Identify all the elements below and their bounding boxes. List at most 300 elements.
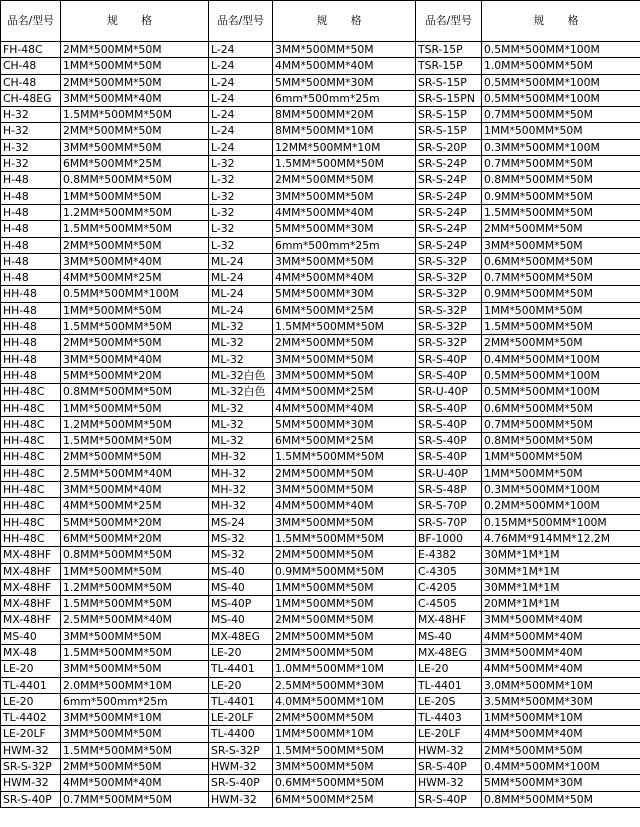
table-row [1,710,640,726]
model-cell: SR-S-40P [416,759,482,775]
model-cell: HH-48C [1,465,61,481]
spec-cell: 0.15MM*500MM*100M [482,514,640,530]
spec-cell: 2MM*500MM*50M [61,449,209,465]
spec-cell: 5MM*500MM*30M [273,221,416,237]
model-cell: SR-S-32P [209,742,273,758]
model-cell: SR-S-15P [416,74,482,90]
spec-cell: 1.5MM*500MM*50M [273,530,416,546]
table-row [1,270,640,286]
spec-cell: 2MM*500MM*50M [482,742,640,758]
spec-cell: 4MM*500MM*40M [273,498,416,514]
spec-cell: 0.7MM*500MM*50M [482,416,640,432]
spec-cell: 4MM*500MM*40M [273,400,416,416]
model-cell: HH-48C [1,530,61,546]
table-row [1,416,640,432]
model-cell: ML-32 [209,351,273,367]
model-cell: SR-S-40P [416,416,482,432]
spec-cell: 8MM*500MM*10M [273,123,416,139]
model-cell: HH-48 [1,319,61,335]
table-row [1,742,640,758]
model-cell: MS-40 [1,628,61,644]
table-header [1,1,640,42]
spec-cell: 0.6MM*500MM*50M [273,775,416,791]
spec-cell: 1.5MM*500MM*50M [61,319,209,335]
model-cell: HWM-32 [209,759,273,775]
table-row [1,42,640,58]
model-cell: SR-S-40P [416,449,482,465]
table-row [1,319,640,335]
model-cell: FH-48C [1,42,61,58]
model-cell: HH-48 [1,335,61,351]
model-cell: C-4305 [416,563,482,579]
table-row [1,74,640,90]
model-cell: SR-S-32P [416,286,482,302]
model-cell: L-32 [209,221,273,237]
model-cell: HH-48C [1,384,61,400]
model-cell: HH-48C [1,498,61,514]
spec-cell: 6mm*500mm*25m [273,237,416,253]
model-cell: ML-32 [209,416,273,432]
table-row [1,693,640,709]
header-spec-1: 规 格 [61,1,209,42]
spec-cell: 3MM*500MM*50M [273,759,416,775]
spec-cell: 3MM*500MM*40M [482,644,640,660]
spec-cell: 1.5MM*500MM*50M [61,107,209,123]
model-cell: MX-48HF [1,579,61,595]
model-cell: MX-48HF [416,612,482,628]
model-cell: SR-S-40P [209,775,273,791]
model-cell: L-32 [209,172,273,188]
model-cell: CH-48 [1,58,61,74]
spec-cell: 3MM*500MM*50M [61,726,209,742]
model-cell: SR-S-70P [416,514,482,530]
spec-cell: 2MM*500MM*50M [61,123,209,139]
spec-cell: 2MM*500MM*50M [61,42,209,58]
model-cell: SR-U-40P [416,465,482,481]
model-cell: SR-S-32P [416,270,482,286]
header-model-3: 品名/型号 [416,1,482,42]
model-cell: SR-S-40P [416,791,482,807]
model-cell: HH-48C [1,482,61,498]
spec-cell: 1.5MM*500MM*50M [273,319,416,335]
spec-cell: 1MM*500MM*50M [273,579,416,595]
spec-cell: 0.6MM*500MM*50M [482,400,640,416]
table-row [1,286,640,302]
model-cell: SR-S-40P [1,791,61,807]
spec-cell: 1.2MM*500MM*50M [61,579,209,595]
spec-cell: 2MM*500MM*50M [273,465,416,481]
table-row [1,563,640,579]
model-cell: H-32 [1,123,61,139]
table-row [1,726,640,742]
spec-cell: 1MM*500MM*50M [61,302,209,318]
model-cell: HH-48 [1,367,61,383]
model-cell: H-32 [1,107,61,123]
spec-cell: 1MM*500MM*50M [61,400,209,416]
spec-cell: 0.8MM*500MM*50M [482,172,640,188]
table-row [1,628,640,644]
model-cell: SR-S-48P [416,482,482,498]
spec-cell: 1.5MM*500MM*50M [61,221,209,237]
spec-cell: 1.5MM*500MM*50M [273,742,416,758]
model-cell: ML-24 [209,253,273,269]
model-cell: SR-S-70P [416,498,482,514]
model-cell: MX-48 [1,644,61,660]
model-cell: SR-S-32P [416,335,482,351]
spec-cell: 3MM*500MM*50M [273,351,416,367]
table-row [1,335,640,351]
model-cell: L-24 [209,139,273,155]
table-row [1,253,640,269]
model-cell: LE-20 [1,661,61,677]
model-cell: H-48 [1,221,61,237]
model-cell: H-48 [1,172,61,188]
spec-cell: 1.2MM*500MM*50M [61,416,209,432]
model-cell: SR-S-32P [416,253,482,269]
spec-cell: 1.0MM*500MM*50M [482,58,640,74]
table-row [1,107,640,123]
spec-cell: 1.2MM*500MM*50M [61,204,209,220]
model-cell: MS-40 [209,579,273,595]
table-row [1,677,640,693]
spec-cell: 0.5MM*500MM*100M [482,42,640,58]
model-cell: MX-48HF [1,547,61,563]
table-row [1,530,640,546]
spec-cell: 3.5MM*500MM*30M [482,693,640,709]
spec-cell: 4MM*500MM*25M [61,270,209,286]
spec-cell: 3MM*500MM*50M [61,628,209,644]
model-cell: SR-U-40P [416,384,482,400]
spec-cell: 3MM*500MM*50M [273,188,416,204]
spec-cell: 3MM*500MM*50M [273,42,416,58]
model-cell: TSR-15P [416,58,482,74]
spec-cell: 5MM*500MM*30M [273,74,416,90]
spec-cell: 0.6MM*500MM*50M [482,253,640,269]
model-cell: SR-S-32P [1,759,61,775]
spec-cell: 0.7MM*500MM*50M [482,156,640,172]
model-cell: MX-48EG [209,628,273,644]
model-cell: MH-32 [209,482,273,498]
spec-cell: 0.4MM*500MM*100M [482,351,640,367]
model-cell: SR-S-15P [416,123,482,139]
table-row [1,123,640,139]
spec-cell: 0.3MM*500MM*100M [482,139,640,155]
model-cell: SR-S-40P [416,400,482,416]
model-cell: SR-S-20P [416,139,482,155]
spec-cell: 5MM*500MM*30M [273,416,416,432]
model-cell: TL-4402 [1,710,61,726]
model-cell: L-24 [209,42,273,58]
spec-cell: 0.5MM*500MM*100M [482,74,640,90]
model-cell: L-32 [209,237,273,253]
spec-cell: 2MM*500MM*50M [482,335,640,351]
table-row [1,465,640,481]
spec-cell: 2MM*500MM*50M [273,644,416,660]
model-cell: MX-48EG [416,644,482,660]
spec-cell: 3MM*500MM*40M [61,482,209,498]
spec-cell: 0.8MM*500MM*50M [61,547,209,563]
model-cell: H-48 [1,204,61,220]
spec-cell: 0.5MM*500MM*100M [61,286,209,302]
spec-cell: 3MM*500MM*50M [61,661,209,677]
spec-cell: 4MM*500MM*40M [482,726,640,742]
header-row [1,1,640,42]
spec-cell: 6MM*500MM*20M [61,530,209,546]
spec-cell: 0.5MM*500MM*100M [482,384,640,400]
spec-cell: 2.5MM*500MM*30M [273,677,416,693]
model-cell: MH-32 [209,449,273,465]
model-cell: CH-48EG [1,90,61,106]
spec-cell: 1MM*500MM*10M [482,710,640,726]
model-cell: HWM-32 [416,775,482,791]
spec-cell: 1MM*500MM*50M [61,188,209,204]
spec-cell: 6mm*500mm*25m [273,90,416,106]
model-cell: TL-4401 [209,661,273,677]
header-model-1: 品名/型号 [1,1,61,42]
model-cell: H-48 [1,188,61,204]
table-row [1,221,640,237]
model-cell: L-24 [209,74,273,90]
spec-cell: 3MM*500MM*40M [482,612,640,628]
spec-cell: 1.5MM*500MM*50M [273,156,416,172]
spec-cell: 3.0MM*500MM*10M [482,677,640,693]
table-row [1,90,640,106]
model-cell: LE-20 [209,644,273,660]
table-row [1,759,640,775]
model-cell: MX-48HF [1,563,61,579]
model-cell: LE-20LF [416,726,482,742]
model-cell: MS-40P [209,596,273,612]
table-row [1,384,640,400]
model-cell: ML-24 [209,270,273,286]
spec-cell: 6MM*500MM*25M [61,156,209,172]
model-cell: LE-20 [209,677,273,693]
spec-cell: 5MM*500MM*30M [482,775,640,791]
spec-cell: 2MM*500MM*50M [273,710,416,726]
spec-cell: 5MM*500MM*20M [61,367,209,383]
spec-cell: 1MM*500MM*50M [482,449,640,465]
spec-cell: 3MM*500MM*50M [273,253,416,269]
table-row [1,139,640,155]
model-cell: MS-32 [209,547,273,563]
table-row [1,156,640,172]
model-cell: HH-48 [1,302,61,318]
spec-cell: 3MM*500MM*40M [61,351,209,367]
spec-cell: 2.5MM*500MM*40M [61,612,209,628]
table-row [1,482,640,498]
spec-cell: 3MM*500MM*10M [61,710,209,726]
spec-cell: 3MM*500MM*40M [61,90,209,106]
spec-cell: 4MM*500MM*40M [273,58,416,74]
spec-cell: 2MM*500MM*50M [61,759,209,775]
model-cell: HH-48C [1,400,61,416]
spec-cell: 2.5MM*500MM*40M [61,465,209,481]
table-row [1,791,640,807]
spec-cell: 1MM*500MM*50M [273,596,416,612]
spec-cell: 0.5MM*500MM*100M [482,367,640,383]
model-cell: MS-40 [209,612,273,628]
spec-cell: 0.8MM*500MM*50M [482,791,640,807]
table-row [1,498,640,514]
spec-cell: 4MM*500MM*40M [273,204,416,220]
model-cell: SR-S-15P [416,107,482,123]
spec-cell: 2MM*500MM*50M [273,172,416,188]
model-cell: MS-24 [209,514,273,530]
spec-cell: 3MM*500MM*40M [61,253,209,269]
spec-cell: 0.2MM*500MM*100M [482,498,640,514]
spec-cell: 0.9MM*500MM*50M [273,563,416,579]
model-cell: SR-S-15PN [416,90,482,106]
spec-cell: 2MM*500MM*50M [273,612,416,628]
model-cell: ML-32白色 [209,384,273,400]
model-cell: HH-48 [1,351,61,367]
model-cell: MS-40 [209,563,273,579]
model-cell: SR-S-32P [416,319,482,335]
model-cell: MX-48HF [1,596,61,612]
model-cell: SR-S-24P [416,188,482,204]
spec-cell: 2MM*500MM*50M [273,335,416,351]
model-cell: SR-S-24P [416,156,482,172]
spec-cell: 6MM*500MM*25M [273,302,416,318]
spec-cell: 6MM*500MM*25M [273,791,416,807]
model-cell: TL-4401 [209,693,273,709]
model-cell: L-32 [209,204,273,220]
spec-cell: 0.8MM*500MM*50M [61,384,209,400]
model-cell: E-4382 [416,547,482,563]
table-row [1,204,640,220]
spec-cell: 4.76MM*914MM*12.2M [482,530,640,546]
spec-cell: 0.8MM*500MM*50M [482,433,640,449]
spec-cell: 1.5MM*500MM*50M [61,742,209,758]
spec-cell: 4MM*500MM*40M [273,270,416,286]
model-cell: HWM-32 [209,791,273,807]
model-cell: LE-20 [416,661,482,677]
table-row [1,612,640,628]
model-cell: SR-S-40P [416,433,482,449]
model-cell: SR-S-24P [416,172,482,188]
model-cell: CH-48 [1,74,61,90]
spec-cell: 0.7MM*500MM*50M [482,270,640,286]
spec-cell: 3MM*500MM*50M [273,367,416,383]
model-cell: H-48 [1,237,61,253]
spec-cell: 1MM*500MM*50M [61,58,209,74]
model-cell: TL-4401 [1,677,61,693]
table-row [1,400,640,416]
table-row [1,514,640,530]
table-row [1,58,640,74]
model-cell: SR-S-24P [416,237,482,253]
model-cell: H-32 [1,139,61,155]
spec-cell: 8MM*500MM*20M [273,107,416,123]
table-row [1,351,640,367]
spec-cell: 2MM*500MM*50M [482,221,640,237]
spec-cell: 2MM*500MM*50M [61,74,209,90]
model-cell: C-4505 [416,596,482,612]
spec-cell: 0.5MM*500MM*100M [482,90,640,106]
spec-cell: 0.9MM*500MM*50M [482,286,640,302]
model-cell: TL-4403 [416,710,482,726]
spec-cell: 4.0MM*500MM*10M [273,693,416,709]
model-cell: TL-4400 [209,726,273,742]
spec-cell: 2MM*500MM*50M [61,237,209,253]
model-cell: ML-32 [209,335,273,351]
model-cell: ML-32白色 [209,367,273,383]
spec-cell: 1MM*500MM*50M [482,302,640,318]
spec-cell: 12MM*500MM*10M [273,139,416,155]
model-cell: LE-20LF [1,726,61,742]
spec-cell: 6mm*500mm*25m [61,693,209,709]
model-cell: TL-4401 [416,677,482,693]
table-row [1,367,640,383]
table-row [1,237,640,253]
spec-cell: 3MM*500MM*50M [61,139,209,155]
model-cell: H-32 [1,156,61,172]
model-cell: HH-48C [1,416,61,432]
model-cell: H-48 [1,270,61,286]
table-row [1,449,640,465]
spec-cell: 4MM*500MM*40M [482,628,640,644]
spec-cell: 5MM*500MM*20M [61,514,209,530]
spec-cell: 2MM*500MM*50M [61,335,209,351]
table-row [1,661,640,677]
model-cell: LE-20LF [209,710,273,726]
model-cell: HWM-32 [416,742,482,758]
spec-cell: 0.9MM*500MM*50M [482,188,640,204]
table-row [1,172,640,188]
spec-cell: 0.4MM*500MM*100M [482,759,640,775]
spec-cell: 1.5MM*500MM*50M [61,433,209,449]
model-cell: MS-40 [416,628,482,644]
table-body [1,42,640,808]
model-cell: SR-S-40P [416,367,482,383]
spec-cell: 0.3MM*500MM*100M [482,482,640,498]
model-cell: HWM-32 [1,775,61,791]
model-cell: MH-32 [209,465,273,481]
model-cell: ML-24 [209,302,273,318]
spec-cell: 2MM*500MM*50M [273,547,416,563]
spec-cell: 30MM*1M*1M [482,563,640,579]
model-cell: SR-S-32P [416,302,482,318]
model-cell: ML-32 [209,319,273,335]
spec-cell: 4MM*500MM*40M [482,661,640,677]
spec-cell: 0.7MM*500MM*50M [61,791,209,807]
spec-cell: 2MM*500MM*50M [273,628,416,644]
spec-cell: 30MM*1M*1M [482,579,640,595]
model-cell: HH-48C [1,514,61,530]
header-spec-3: 规 格 [482,1,640,42]
spec-cell: 2.0MM*500MM*10M [61,677,209,693]
spec-cell: 1.5MM*500MM*50M [61,644,209,660]
spec-cell: 1MM*500MM*10M [273,726,416,742]
spec-cell: 6MM*500MM*25M [273,433,416,449]
header-model-2: 品名/型号 [209,1,273,42]
spec-cell: 3MM*500MM*50M [273,514,416,530]
model-cell: HH-48C [1,433,61,449]
spec-cell: 1.0MM*500MM*10M [273,661,416,677]
spec-cell: 3MM*500MM*50M [482,237,640,253]
spec-cell: 1.5MM*500MM*50M [482,319,640,335]
spec-cell: 30MM*1M*1M [482,547,640,563]
model-cell: TSR-15P [416,42,482,58]
model-cell: L-24 [209,123,273,139]
model-cell: L-32 [209,188,273,204]
model-cell: MX-48HF [1,612,61,628]
model-cell: LE-20 [1,693,61,709]
spec-cell: 3MM*500MM*50M [273,482,416,498]
spec-cell: 1.5MM*500MM*50M [482,204,640,220]
model-cell: MS-32 [209,530,273,546]
spec-cell: 1.5MM*500MM*50M [273,449,416,465]
